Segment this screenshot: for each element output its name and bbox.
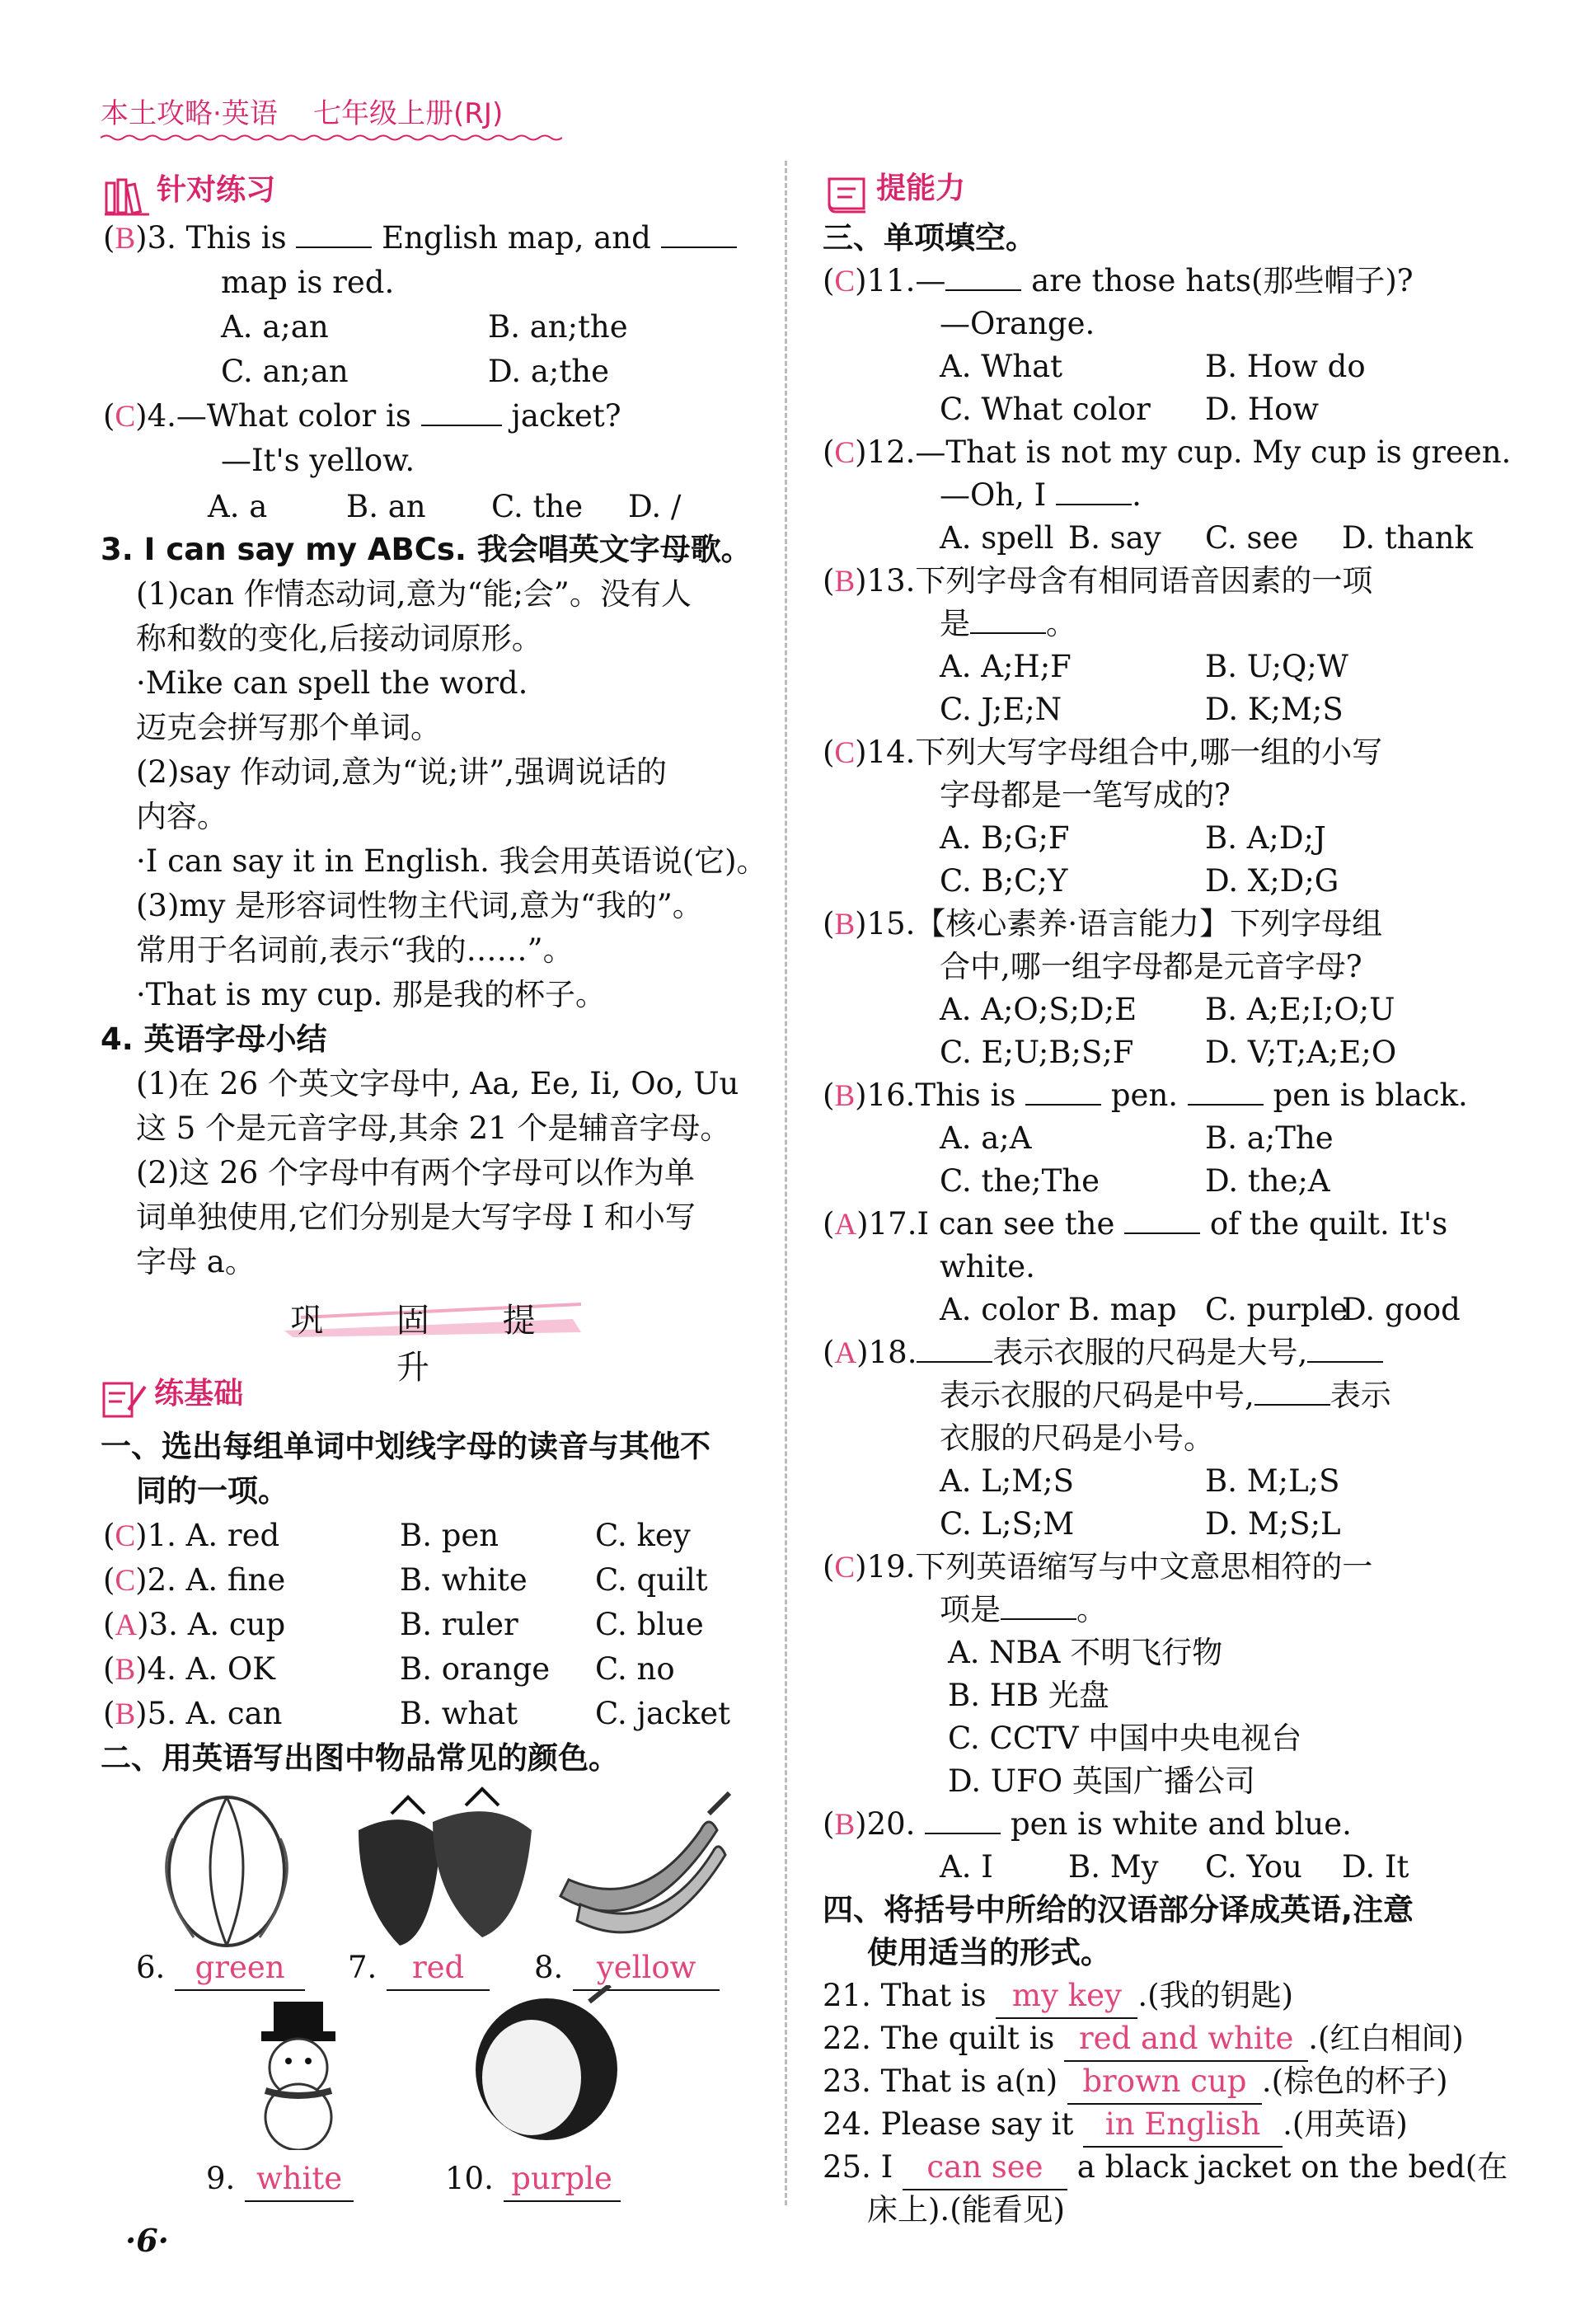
cabbage-icon — [136, 1781, 321, 1954]
part-4-title-line2: 使用适当的形式。 — [867, 1935, 1111, 1970]
section-practice-title: 针对练习 — [157, 173, 276, 207]
option-a: A. a — [208, 489, 268, 524]
note-4-line: 字母 a。 — [136, 1244, 256, 1279]
option-c: C. the — [491, 489, 584, 524]
question-13-line2: 是 。 — [940, 606, 1076, 641]
question-16: (B)16.This is pen. pen is black. — [823, 1077, 1468, 1113]
option-c: C. see — [1205, 520, 1299, 556]
note-3-line: (1)can 作情态动词,意为“能;会”。没有人 — [136, 576, 692, 612]
part-1-title-line2: 同的一项。 — [136, 1473, 288, 1509]
option-d: D. UFO 英国广播公司 — [948, 1763, 1255, 1799]
translate-item-22: 22. The quilt is red and white .(红白相间) — [823, 2016, 1464, 2062]
question-20: (B)20. pen is white and blue. — [823, 1806, 1352, 1842]
note-4-line: 这 5 个是元音字母,其余 21 个是辅音字母。 — [136, 1110, 731, 1146]
option-a: A. L;M;S — [940, 1463, 1074, 1499]
eggplant-icon — [466, 1985, 626, 2150]
option-b: B. an — [346, 489, 426, 524]
option-c: C. L;S;M — [940, 1506, 1075, 1542]
question-14: (C)14.下列大写字母组合中,哪一组的小写 — [823, 735, 1383, 770]
option-b: B. M;L;S — [1205, 1463, 1340, 1499]
phonics-option: B. orange — [400, 1651, 551, 1687]
question-18: (A)18. 表示衣服的尺码是大号, — [823, 1331, 1383, 1375]
option-c: C. J;E;N — [940, 692, 1062, 727]
option-b: B. HB 光盘 — [948, 1678, 1109, 1713]
note-4-line: 词单独使用,它们分别是大写字母 I 和小写 — [136, 1200, 696, 1235]
option-d: D. / — [628, 489, 682, 524]
scroll-icon — [823, 174, 872, 215]
color-item-7: 7. red — [348, 1946, 490, 1991]
option-b: B. a;The — [1205, 1120, 1334, 1156]
consolidate-banner — [268, 1294, 589, 1387]
part-2-title: 二、用英语写出图中物品常见的颜色。 — [101, 1740, 619, 1776]
translate-item-23: 23. That is a(n) brown cup .(棕色的杯子) — [823, 2059, 1448, 2105]
part-1-title: 一、选出每组单词中划线字母的读音与其他不 — [101, 1429, 710, 1464]
section-improve — [823, 165, 965, 215]
option-a: A. B;G;F — [940, 820, 1070, 856]
section-basics-title: 练基础 — [154, 1377, 244, 1411]
option-b: B. map — [1068, 1292, 1177, 1327]
phonics-row: (C)1. A. red — [103, 1518, 280, 1553]
option-a: A. I — [940, 1849, 993, 1885]
translate-item-24: 24. Please say it in English .(用英语) — [823, 2102, 1408, 2148]
note-3-example: ·Mike can spell the word. — [136, 665, 528, 701]
section-improve-title: 提能力 — [876, 171, 966, 205]
phonics-option: C. jacket — [595, 1696, 730, 1731]
question-18-line2: 表示衣服的尺码是中号, 表示 — [940, 1378, 1391, 1413]
phonics-option: B. white — [400, 1562, 528, 1598]
phonics-option: B. pen — [400, 1518, 499, 1553]
note-3-line: 内容。 — [136, 799, 227, 834]
question-4: (C)4.—What color is jacket? — [103, 398, 621, 434]
note-3-line: 常用于名词前,表示“我的……”。 — [136, 932, 574, 968]
note-3-example: ·I can say it in English. 我会用英语说(它)。 — [136, 843, 767, 879]
option-d: D. M;S;L — [1205, 1506, 1341, 1542]
note-3-title: 3. I can say my ABCs. 我会唱英文字母歌。 — [101, 532, 752, 567]
question-12-line2: —Oh, I . — [940, 477, 1142, 513]
question-19-line2: 项是 。 — [940, 1592, 1107, 1627]
option-c: C. E;U;B;S;F — [940, 1035, 1134, 1070]
option-a: A. a;A — [940, 1120, 1032, 1156]
header-book: 本土攻略·英语 七年级上册(RJ) — [101, 97, 504, 130]
option-b: B. How do — [1205, 349, 1366, 384]
question-13: (B)13.下列字母含有相同语音因素的一项 — [823, 563, 1373, 599]
pen-paper-icon — [101, 1378, 150, 1421]
phonics-row: (B)4. A. OK — [103, 1651, 275, 1687]
option-a: A. color — [940, 1292, 1060, 1327]
option-b: B. A;D;J — [1205, 820, 1326, 856]
question-11-line2: —Orange. — [940, 306, 1095, 341]
question-18-line3: 衣服的尺码是小号。 — [940, 1420, 1214, 1456]
option-c: C. You — [1205, 1849, 1302, 1885]
phonics-option: C. quilt — [595, 1562, 708, 1598]
option-c: C. an;an — [221, 354, 349, 389]
books-icon — [103, 176, 152, 216]
option-b: B. A;E;I;O;U — [1205, 992, 1395, 1027]
question-12: (C)12.—That is not my cup. My cup is green. — [823, 434, 1512, 470]
question-19: (C)19.下列英语缩写与中文意思相符的一 — [823, 1549, 1373, 1585]
option-b: B. My — [1068, 1849, 1159, 1885]
color-item-10: 10. purple — [445, 2157, 621, 2202]
phonics-row: (A)3. A. cup — [103, 1607, 286, 1642]
option-a: A. A;O;S;D;E — [940, 992, 1137, 1027]
color-answer: yellow — [573, 1946, 720, 1991]
translate-item-21: 21. That is my key .(我的钥匙) — [823, 1974, 1293, 2019]
section-basics — [101, 1370, 243, 1421]
option-b: B. an;the — [488, 309, 628, 345]
note-4-title: 4. 英语字母小结 — [101, 1021, 327, 1057]
question-11: (C)11.— are those hats(那些帽子)? — [823, 263, 1414, 298]
phonics-row: (B)5. A. can — [103, 1696, 283, 1731]
phonics-option: C. no — [595, 1651, 675, 1687]
option-c: C. the;The — [940, 1163, 1100, 1199]
snowman-icon — [232, 1993, 364, 2150]
note-3-line: 迈克会拼写那个单词。 — [136, 710, 441, 745]
banana-icon — [544, 1781, 738, 1946]
answer-4: C — [115, 400, 136, 434]
color-answer: red — [387, 1946, 490, 1991]
phonics-row: (C)2. A. fine — [103, 1562, 286, 1598]
color-item-6: 6. green — [136, 1946, 305, 1991]
option-b: B. say — [1068, 520, 1161, 556]
question-14-line2: 字母都是一笔写成的? — [940, 777, 1231, 813]
question-15: (B)15.【核心素养·语言能力】下列字母组 — [823, 906, 1383, 941]
phonics-option: B. what — [400, 1696, 518, 1731]
note-3-line: 称和数的变化,后接动词原形。 — [136, 621, 542, 656]
part-4-title: 四、将括号中所给的汉语部分译成英语,注意 — [823, 1892, 1414, 1927]
phonics-option: B. ruler — [400, 1607, 518, 1642]
note-4-line: (2)这 26 个字母中有两个字母可以作为单 — [136, 1155, 696, 1190]
option-b: B. U;Q;W — [1205, 649, 1348, 684]
phonics-option: C. blue — [595, 1607, 704, 1642]
option-d: D. the;A — [1205, 1163, 1330, 1199]
option-d: D. X;D;G — [1205, 863, 1339, 899]
note-4-line: (1)在 26 个英文字母中, Aa, Ee, Ii, Oo, Uu — [136, 1066, 739, 1101]
banner-text: 巩 固 提 升 — [290, 1302, 567, 1387]
color-item-9: 9. white — [206, 2157, 354, 2202]
option-c: C. B;C;Y — [940, 863, 1068, 899]
note-3-line: (2)say 作动词,意为“说;讲”,强调说话的 — [136, 754, 667, 790]
option-a: A. What — [940, 349, 1063, 384]
color-item-8: 8. yellow — [534, 1946, 720, 1991]
option-d: D. How — [1205, 392, 1320, 427]
question-15-line2: 合中,哪一组字母都是元音字母? — [940, 949, 1362, 984]
question-3: (B)3. This is English map, and — [103, 216, 737, 261]
page-number: ·6· — [125, 2222, 169, 2259]
question-17: (A)17.I can see the of the quilt. It's — [823, 1206, 1448, 1242]
color-answer: purple — [504, 2157, 621, 2202]
option-d: D. thank — [1342, 520, 1473, 556]
option-a: A. NBA 不明飞行物 — [948, 1635, 1223, 1670]
answer-3: B — [115, 222, 136, 256]
column-divider — [785, 161, 787, 2205]
option-d: D. V;T;A;E;O — [1205, 1035, 1397, 1070]
color-answer: white — [245, 2157, 354, 2202]
note-3-line: (3)my 是形容词性物主代词,意为“我的”。 — [136, 888, 703, 923]
question-3-line2: map is red. — [221, 265, 395, 300]
option-c: C. CCTV 中国中央电视台 — [948, 1721, 1302, 1756]
question-4-line2: —It's yellow. — [221, 443, 415, 478]
option-a: A. spell — [940, 520, 1054, 556]
part-3-title: 三、单项填空。 — [823, 220, 1036, 256]
option-d: D. a;the — [488, 354, 609, 389]
option-a: A. a;an — [221, 309, 329, 345]
option-c: C. What color — [940, 392, 1151, 427]
section-practice — [103, 167, 275, 216]
strawberry-icon — [342, 1781, 544, 1954]
translate-item-25: 25. I can see a black jacket on the bed(在 — [823, 2145, 1508, 2190]
option-c: C. purple — [1205, 1292, 1348, 1327]
option-d: D. K;M;S — [1205, 692, 1344, 727]
question-17-line2: white. — [940, 1249, 1035, 1284]
phonics-option: C. key — [595, 1518, 691, 1553]
option-a: A. A;H;F — [940, 649, 1072, 684]
translate-item-25-line2: 床上).(能看见) — [867, 2192, 1066, 2228]
header-wavy-line — [101, 134, 562, 142]
note-3-example: ·That is my cup. 那是我的杯子。 — [136, 977, 607, 1012]
option-d: D. It — [1342, 1849, 1409, 1885]
header-grade: 七年级上册(RJ) — [313, 97, 504, 130]
option-d: D. good — [1342, 1292, 1461, 1327]
color-answer: green — [175, 1946, 305, 1991]
